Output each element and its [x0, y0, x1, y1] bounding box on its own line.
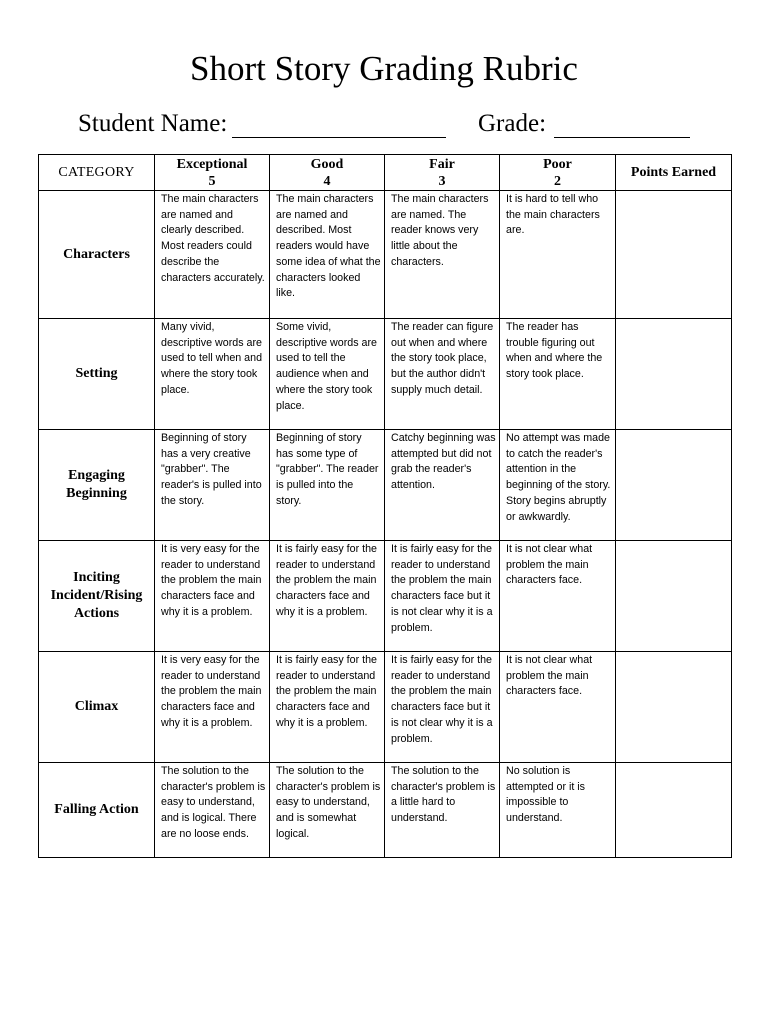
- category-cell: Characters: [39, 191, 155, 319]
- points-cell[interactable]: [616, 430, 732, 541]
- description-cell: Some vivid, descriptive words are used to tell the audience when and where the story took place.: [270, 319, 385, 430]
- description-cell: Catchy beginning was attempted but did not grab the reader's attention.: [385, 430, 500, 541]
- table-row: [39, 652, 732, 763]
- level-score: 3: [438, 173, 446, 189]
- description-cell: The reader can figure out when and where the story took place, but the author didn't supply much detail.: [385, 319, 500, 430]
- description-cell: The main characters are named. The reader knows very little about the characters.: [385, 191, 500, 319]
- description-cell: It is fairly easy for the reader to understand the problem the main characters face and why it is a problem.: [270, 541, 385, 652]
- table-row: [39, 319, 732, 430]
- level-score: 5: [208, 173, 216, 189]
- description-cell: It is hard to tell who the main characters are.: [500, 191, 616, 319]
- header-row: [39, 155, 732, 191]
- category-header: CATEGORY: [39, 155, 155, 191]
- table-row: [39, 541, 732, 652]
- level-header-fair: [385, 155, 500, 191]
- description-cell: The solution to the character's problem is easy to understand, and is somewhat logical.: [270, 763, 385, 858]
- level-header-poor: [500, 155, 616, 191]
- description-cell: It is not clear what problem the main characters face.: [500, 541, 616, 652]
- table-row: [39, 191, 732, 319]
- category-cell: Setting: [39, 319, 155, 430]
- category-cell: Inciting Incident/Rising Actions: [39, 541, 155, 652]
- description-cell: Many vivid, descriptive words are used to tell when and where the story took place.: [155, 319, 270, 430]
- points-earned-header: Points Earned: [616, 155, 732, 191]
- description-cell: No attempt was made to catch the reader's attention in the beginning of the story. Story begins abruptly or awkwardly.: [500, 430, 616, 541]
- table-row: [39, 763, 732, 858]
- points-cell[interactable]: [616, 652, 732, 763]
- description-cell: Beginning of story has a very creative "grabber". The reader's is pulled into the story.: [155, 430, 270, 541]
- points-cell[interactable]: [616, 541, 732, 652]
- description-cell: Beginning of story has some type of "grabber". The reader is pulled into the story.: [270, 430, 385, 541]
- page-title: Short Story Grading Rubric: [190, 49, 578, 88]
- level-score: 2: [554, 173, 561, 189]
- student-info-row: [78, 107, 738, 141]
- points-cell[interactable]: [616, 763, 732, 858]
- level-name: Fair: [429, 156, 455, 172]
- grade-label: Grade:: [478, 110, 547, 137]
- description-cell: It is not clear what problem the main characters face.: [500, 652, 616, 763]
- grade-line[interactable]: [554, 137, 690, 138]
- description-cell: It is fairly easy for the reader to understand the problem the main characters face and why it is a problem.: [270, 652, 385, 763]
- description-cell: It is very easy for the reader to understand the problem the main characters face and why it is a problem.: [155, 652, 270, 763]
- table-row: [39, 430, 732, 541]
- description-cell: The reader has trouble figuring out when and where the story took place.: [500, 319, 616, 430]
- level-name: Poor: [543, 156, 572, 172]
- description-cell: It is fairly easy for the reader to understand the problem the main characters face but it is not clear why it is a problem.: [385, 652, 500, 763]
- level-name: Exceptional: [176, 156, 248, 172]
- description-cell: The solution to the character's problem is easy to understand, and is logical. There are no loose ends.: [155, 763, 270, 858]
- description-cell: No solution is attempted or it is impossible to understand.: [500, 763, 616, 858]
- level-header-good: [270, 155, 385, 191]
- rubric-table: [38, 154, 732, 858]
- level-score: 4: [323, 173, 331, 189]
- student-name-line[interactable]: [232, 137, 446, 138]
- category-cell: Falling Action: [39, 763, 155, 858]
- category-cell: Engaging Beginning: [39, 430, 155, 541]
- description-cell: It is fairly easy for the reader to understand the problem the main characters face but it is not clear why it is a problem.: [385, 541, 500, 652]
- description-cell: It is very easy for the reader to understand the problem the main characters face and why it is a problem.: [155, 541, 270, 652]
- student-name-label: Student Name:: [78, 110, 228, 137]
- description-cell: The main characters are named and described. Most readers would have some idea of what the characters looked like.: [270, 191, 385, 319]
- category-cell: Climax: [39, 652, 155, 763]
- points-cell[interactable]: [616, 319, 732, 430]
- description-cell: The solution to the character's problem is a little hard to understand.: [385, 763, 500, 858]
- points-cell[interactable]: [616, 191, 732, 319]
- level-header-exceptional: [155, 155, 270, 191]
- level-name: Good: [310, 156, 344, 172]
- description-cell: The main characters are named and clearly described. Most readers could describe the characters accurately.: [155, 191, 270, 319]
